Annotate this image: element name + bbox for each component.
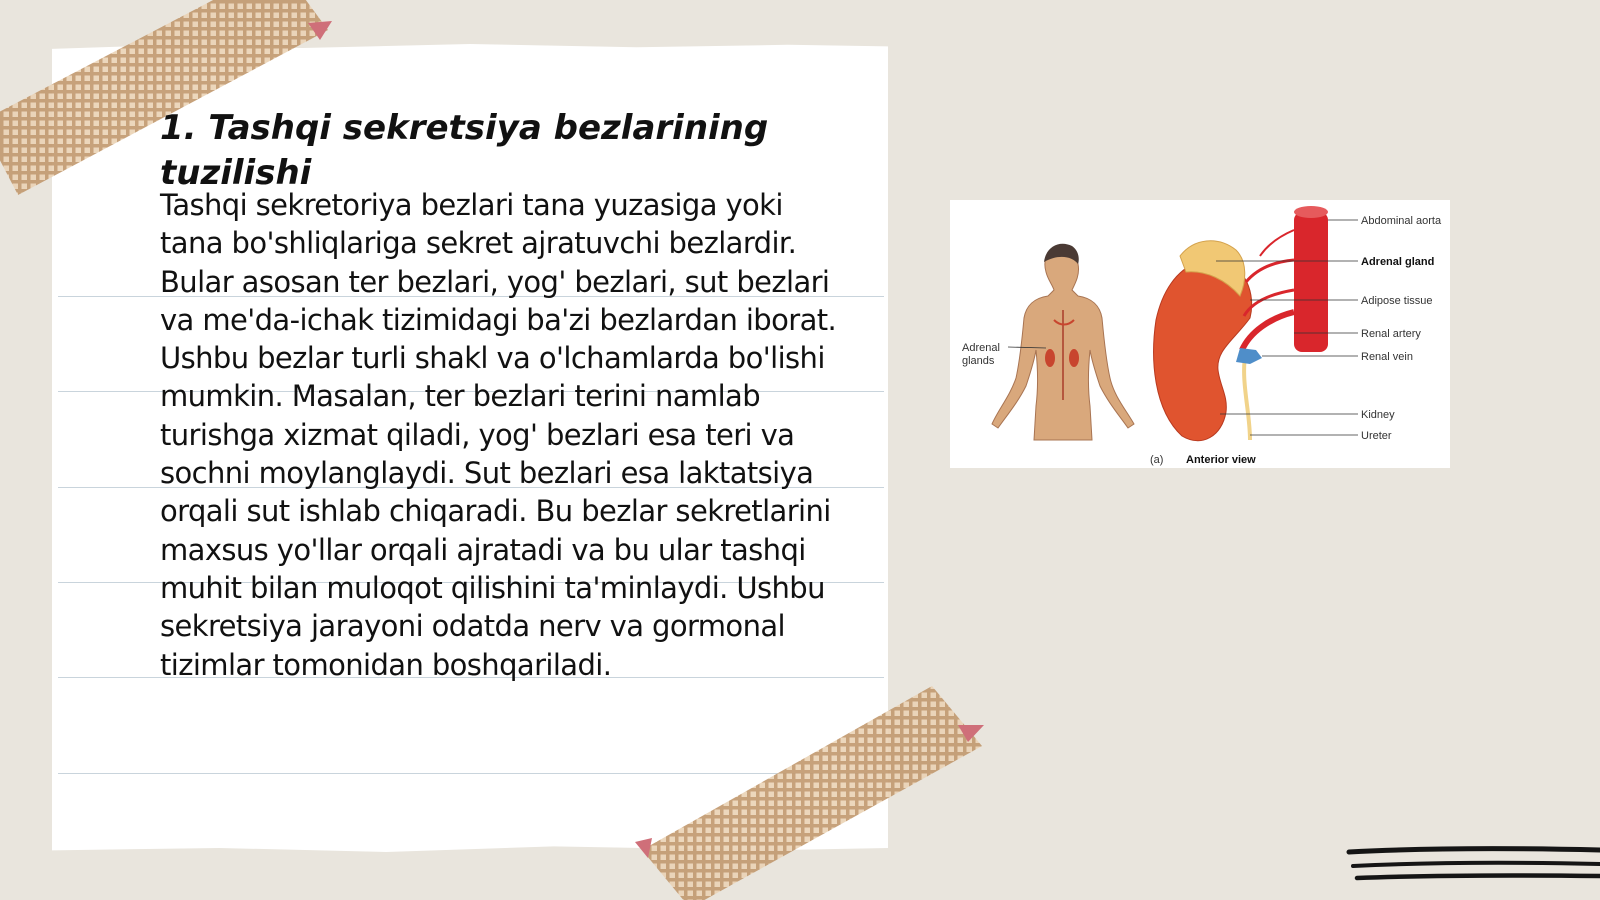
adrenal-gland-illustration: [950, 200, 1450, 468]
adipose-tissue-label: Adipose tissue: [1361, 295, 1433, 307]
adrenal-glands-label-2: glands: [962, 355, 995, 367]
slide-body-text: Tashqi sekretoriya bezlari tana yuzasiga yoki tana bo'shliqlariga sekret ajratuvchi bezlardir. Bular asosan ter bezlari, yog' bezlari, sut bezlari va me'da-ichak tizimidagi ba'zi bezlardan iborat. Ushbu bezlar turli shakl va o'lchamlarda bo'lishi mumkin. Masalan, ter bezlari terini namlab turishga xizmat qiladi, yog' bezlari esa teri va sochni moylanglaydi. Sut bezlari esa laktatsiya orqali sut ishlab chiqaradi. Bu bezlar sekretlarini maxsus yo'llar orqali ajratadi va bu ular tashqi muhit bilan muloqot qilishini ta'minlaydi. Ushbu sekretsiya jarayoni odatda nerv va gormonal tizimlar tomonidan boshqariladi.: [160, 188, 837, 682]
washi-tape-bottom: [630, 680, 990, 900]
ureter-label: Ureter: [1361, 430, 1392, 442]
kidney-label: Kidney: [1361, 409, 1395, 421]
view-caption: Anterior view: [1186, 454, 1256, 466]
adrenal-glands-label: Adrenal: [962, 342, 1000, 354]
panel-label: (a): [1150, 454, 1164, 466]
human-body-drawing: [992, 244, 1134, 440]
renal-vein-label: Renal vein: [1361, 351, 1413, 363]
slide-title: 1. Tashqi sekretsiya bezlarining tuzilishi: [160, 108, 769, 193]
adrenal-gland-label: Adrenal gland: [1361, 256, 1435, 268]
abdominal-aorta-label: Abdominal aorta: [1361, 215, 1442, 227]
decorative-brush-strokes: [1345, 842, 1600, 892]
renal-artery-label: Renal artery: [1361, 328, 1421, 340]
adrenal-gland-figure: [950, 200, 1450, 468]
kidney-drawing: [1154, 206, 1328, 441]
